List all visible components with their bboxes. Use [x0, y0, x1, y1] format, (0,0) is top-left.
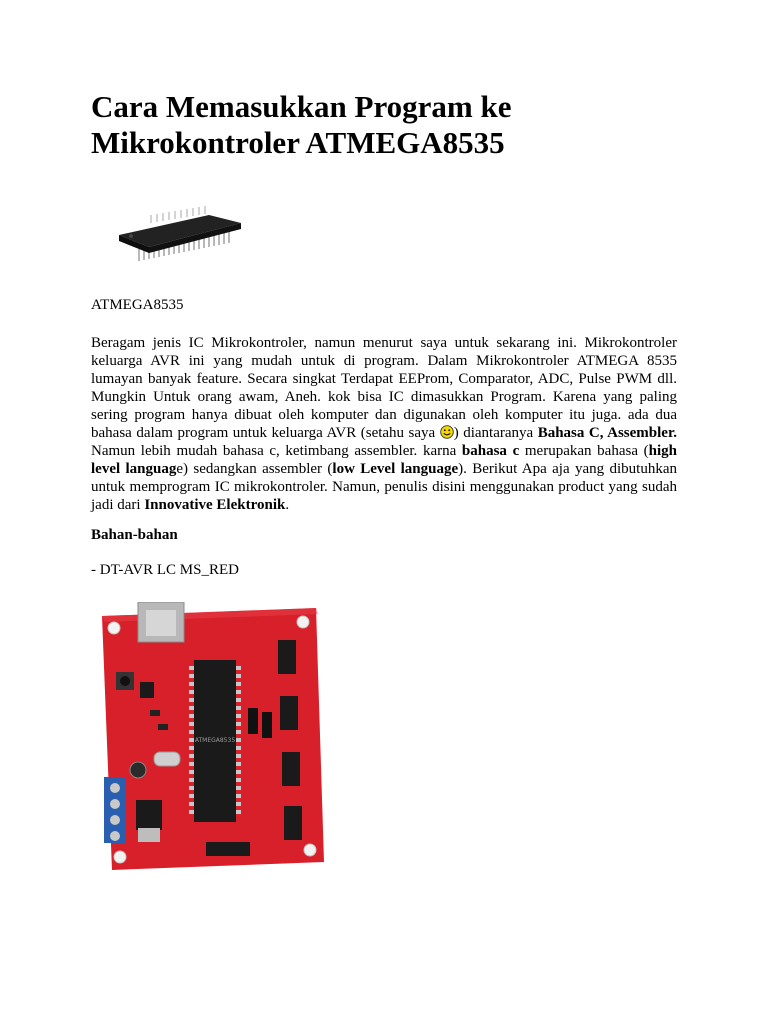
page-title: Cara Memasukkan Program ke Mikrokontroler ATMEGA8535: [91, 89, 512, 160]
section-heading: Bahan-bahan: [91, 527, 178, 543]
dt-avr-board-image: [98, 602, 326, 872]
smiley-face-icon: [440, 425, 454, 439]
image-caption: ATMEGA8535: [91, 297, 184, 313]
list-item: - DT-AVR LC MS_RED: [91, 562, 239, 578]
body-paragraph: Beragam jenis IC Mikrokontroler, namun menurut saya untuk sekarang ini. Mikrokontroler keluarga AVR ini yang mudah untuk di program. Dalam Mikrokontroler ATMEGA 8535 lumayan banyak feature. Secara singkat Terdapat EEProm, Comparator, ADC, Pulse PWM dll. Mungkin Untuk orang awam, Aneh. kok bisa IC dimasukkan Program. Karena yang paling sering program hanya dibuat oleh komputer dan digunakan oleh komputer itu juga. ada dua bahasa dalam program untuk keluarga AVR (setahu saya ) diantaranya Bahasa C, Assembler. Namun lebih mudah bahasa c, ketimbang assembler. karna bahasa c merupakan bahasa (high level language) sedangkan assembler (low Level language). Berikut Apa aja yang dibutuhkan untuk memprogram IC mikrokontroler. Namun, penulis disini menggunakan product yang sudah jadi dari Innovative Elektronik.: [91, 335, 677, 513]
atmega8535-chip-image: [109, 205, 249, 275]
chip-marking: ATMEGA8535: [194, 737, 236, 744]
